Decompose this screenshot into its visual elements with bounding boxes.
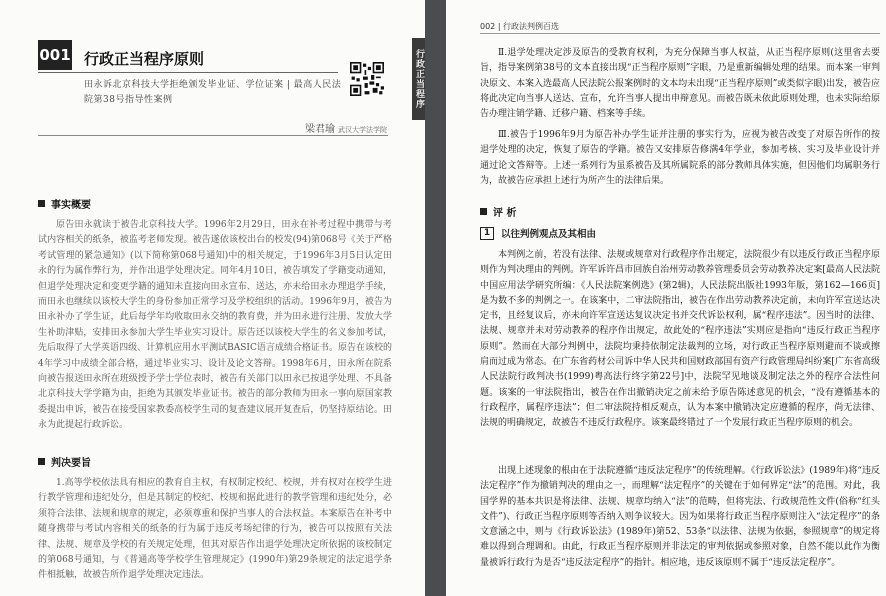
page-gutter xyxy=(425,0,446,596)
header-divider xyxy=(38,135,388,136)
facts-paragraph: 原告田永就读于被告北京科技大学。1996年2月29日，田永在补考过程中携带与考试内容相关的纸条，被监考老师发现。被告遂依该校出台的校发(94)第068号《关于严格考试管理的紧急通知》(以下简称第068号通知)中的相关规定，于1996年3月5日认定田永的行为属作弊行为，并作出退学处理决定。同年4月10日，被告填发了学籍变动通知，但退学处理决定和变更学籍的通知未直接向田永宣布、送达，亦未给田永办理退学手续，而田永也继续以该校大学生的身份参加正常学习及学校组织的活动。1996年9月，被告为田永补办了学生证，此后每学年均收取田永交纳的教育费，并为田永进行注册、发放大学生补助津贴，安排田永参加大学生毕业实习设计。原告还以该校大学生的名义参加考试，先后取得了大学英语四级、计算机应用水平测试BASIC语言成绩合格证书。原告在该校的4年学习中成绩全部合格，通过毕业实习、设计及论文答辩。1998年6月，田永所在院系向被告报送田永所在班级授予学士学位表时，被告有关部门以田永已按退学处理、不具备北京科技大学学籍为由，拒绝为其颁发毕业证书。被告的部分教师为田永一事向原国家教委提出申诉，被告在接受国家教委高校学生司的复查建议展开复查后，仍坚持原结论。田永为此提起行政诉讼。 xyxy=(38,220,392,431)
holding-point-iii: Ⅲ.被告于1996年9月为原告补办学生证并注册的事实行为，应视为被告改变了对原告所作的按退学处理的决定，恢复了原告的学籍。被告又安排原告修满4年学业，参加考核、实习及毕业设计并通过论文答辩等。上述一系列行为虽系被告及其所属院系的部分教师具体实施，但因他们均属职务行为，故被告应承担上述行为所产生的法律后果。 xyxy=(480,130,880,186)
subsection-heading: 1 以往判例观点及其相由 xyxy=(480,226,596,240)
subsection-number: 1 xyxy=(480,227,494,240)
holding-point-ii: Ⅱ.退学处理决定涉及原告的受教育权利，为充分保障当事人权益，从正当程序原则(这里省去要旨，指导案例第38号的文本直接出现“正当程序原则”字眼，乃是重新编辑处理的结果。而本案一审判决原文、本案入选最高人民法院公报案例时的文本均未出现“正当程序原则”或类似字眼)出发，被告应将此决定向当事人送达、宣布，允许当事人提出申辩意见。而被告既未依此原则处理，也未实际给原告办理注销学籍、迁移户籍、档案等手续。 xyxy=(480,48,880,120)
case-number-badge: 001 xyxy=(38,40,72,70)
section-heading-facts: 事实概要 xyxy=(38,196,91,211)
author-name: 梁君瑜 xyxy=(305,124,335,135)
right-page xyxy=(446,0,886,596)
left-page xyxy=(0,0,425,596)
square-bullet-icon xyxy=(38,458,45,465)
section-heading-holding: 判决要旨 xyxy=(38,454,91,469)
analysis-paragraph-2: 出现上述现象的根由在于法院遵循“违反法定程序”的传统理解。《行政诉讼法》(1989年)将“违反法定程序”作为撤销判决的理由之一，而理解“法定程序”的关键在于如何界定“法”的范围。对此，我国学界的基本共识是将法律、法规、规章均纳入“法”的范畴，但将宪法、行政规范性文件(俗称“红头文件”)、行政正当程序原则等否纳入则争议较大。因为如果将行政正当程序原则注入“法定程序”的条文意涵之中，则与《行政诉讼法》(1989年)第52、53条“以法律、法规为依据，参照规章”的规定将难以得到合理调和。由此，行政正当程序原则并非法定的审判依据或参照对象，自然不能以此作为衡量被诉行政行为是否“违反法定程序”的指针。相应地，违反该原则不属于“违反法定程序”。 xyxy=(480,466,880,568)
case-subtitle: 田永诉北京科技大学拒绝颁发毕业证、学位证案 | 最高人民法院第38号指导性案例 xyxy=(84,80,342,105)
qr-code-icon xyxy=(350,62,384,96)
section-heading-analysis: 评 析 xyxy=(480,204,516,219)
title-divider xyxy=(38,72,338,73)
running-head-divider xyxy=(480,33,880,34)
chapter-side-tab[interactable]: 行政正当程序 xyxy=(412,38,425,120)
holding-paragraph: 1.高等学校依法具有相应的教育自主权，有权制定校纪、校规，并有权对在校学生进行教学管理和违纪处分，但是其制定的校纪、校规和据此进行的教学管理和违纪处分，必须符合法律、法规和规章的规定，必须尊重和保护当事人的合法权益。本案原告在补考中随身携带与考试内容相关的纸条的行为属于违反考场纪律的行为，被告可以按照有关法律、法规、规章及学校的有关规定处理，但其对原告作出退学处理决定所依据的该校制定的第068号通知，与《普通高等学校学生管理规定》(1990年)第29条规定的法定退学条件相抵触，故被告所作退学处理决定违法。 xyxy=(38,478,392,581)
author-line xyxy=(305,120,387,135)
case-title: 行政正当程序原则 xyxy=(84,50,205,68)
square-bullet-icon xyxy=(38,200,45,207)
analysis-paragraph-1: 本判例之前，若没有法律、法规或规章对行政程序作出规定，法院很少有以违反行政正当程序原则作为判决理由的判例。许军诉许昌市回族自治州劳动教养管理委员会劳动教养决定案[最高人民法院中国应用法学研究所编：《人民法院案例选》(第2辑)，人民法院出版社1993年版，第162—166页]是为数不多的判例之一。在该案中，二审法院指出，被告在作出劳动教养决定前，未向许军宣送达决定书，且经复议后，亦未向许军宣送达复议决定书并交代诉讼权利，属“程序违法”。因当时的法律、法规、规章并未对劳动教养的程序作出规定，故此处的“程序违法”实则应是指向“违反行政正当程序原则”。然而在大部分判例中，法院均秉持依制定法裁判的立场，对行政正当程序原则避而不谈或擦肩而过成为常态。在广东省药材公司诉中华人民共和国财政部国有资产行政管理局纠纷案[广东省高级人民法院行政判决书(1999)粤高法行终字第22号]中，法院罕见地谈及制定法之外的程序合法性问题。该案的一审法院指出，被告在作出撤销决定之前未给予原告陈述意见的机会，“没有遵循基本的行政程序，属程序违法”；但二审法院持相反观点，认为本案中撤销决定应遵循的程序，尚无法律、法规的明确规定，故被告不违反行政程序。该案最终错过了一个发展行政正当程序原则的机会。 xyxy=(480,250,880,429)
author-affiliation: 武汉大学法学院 xyxy=(338,126,387,134)
square-bullet-icon xyxy=(480,208,487,215)
running-head: 002 | 行政法判例百选 xyxy=(480,22,560,31)
